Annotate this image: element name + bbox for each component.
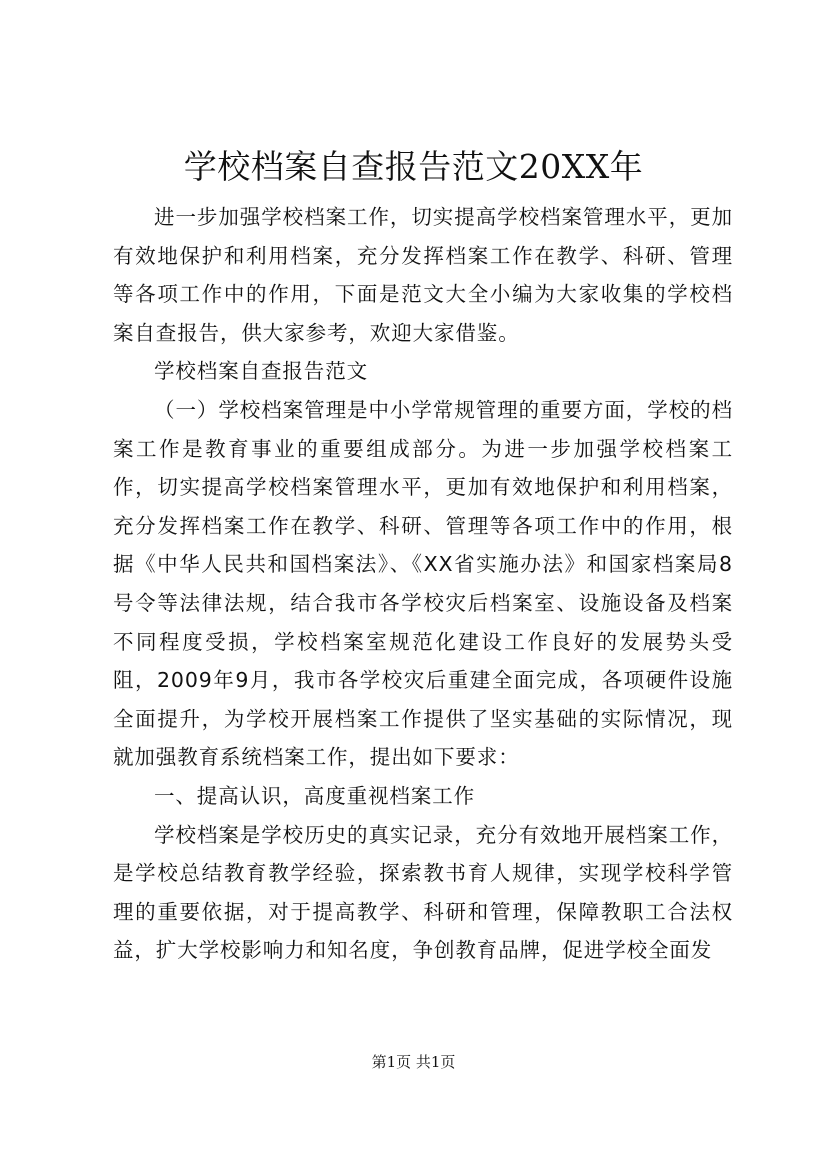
document-body [113,198,733,970]
intro-paragraph: 进一步加强学校档案工作，切实提高学校档案管理水平，更加有效地保护和利用档案，充分发挥档案工作在教学、科研、管理等各项工作中的作用，下面是范文大全小编为大家收集的学校档案自查报告，供大家参考，欢迎大家借鉴。 [113,205,733,345]
subsection-heading: 一、提高认识，高度重视档案工作 [154,783,475,808]
paragraph-2: 学校档案是学校历史的真实记录，充分有效地开展档案工作，是学校总结教育教学经验，探索教书育人规律，实现学校科学管理的重要依据，对于提高教学、科研和管理，保障教职工合法权益，扩大学校影响力和知名度，争创教育品牌，促进学校全面发 [113,822,733,963]
paragraph-1: （一）学校档案管理是中小学常规管理的重要方面，学校的档案工作是教育事业的重要组成部分。为进一步加强学校档案工作，切实提高学校档案管理水平，更加有效地保护和利用档案，充分发挥档案工作在教学、科研、管理等各项工作中的作用，根据《中华人民共和国档案法》、《XX省实施办法》和国家档案局8号令等法律法规，结合我市各学校灾后档案室、设施设备及档案不同程度受损，学校档案室规范化建设工作良好的发展势头受阻，2009年9月，我市各学校灾后重建全面完成，各项硬件设施全面提升，为学校开展档案工作提供了坚实基础的实际情况，现就加强教育系统档案工作，提出如下要求： [113,397,733,770]
document-title: 学校档案自查报告范文20XX年 [183,147,644,186]
section-heading: 学校档案自查报告范文 [154,359,368,384]
page-footer: 第1页 共1页 [371,1053,456,1071]
